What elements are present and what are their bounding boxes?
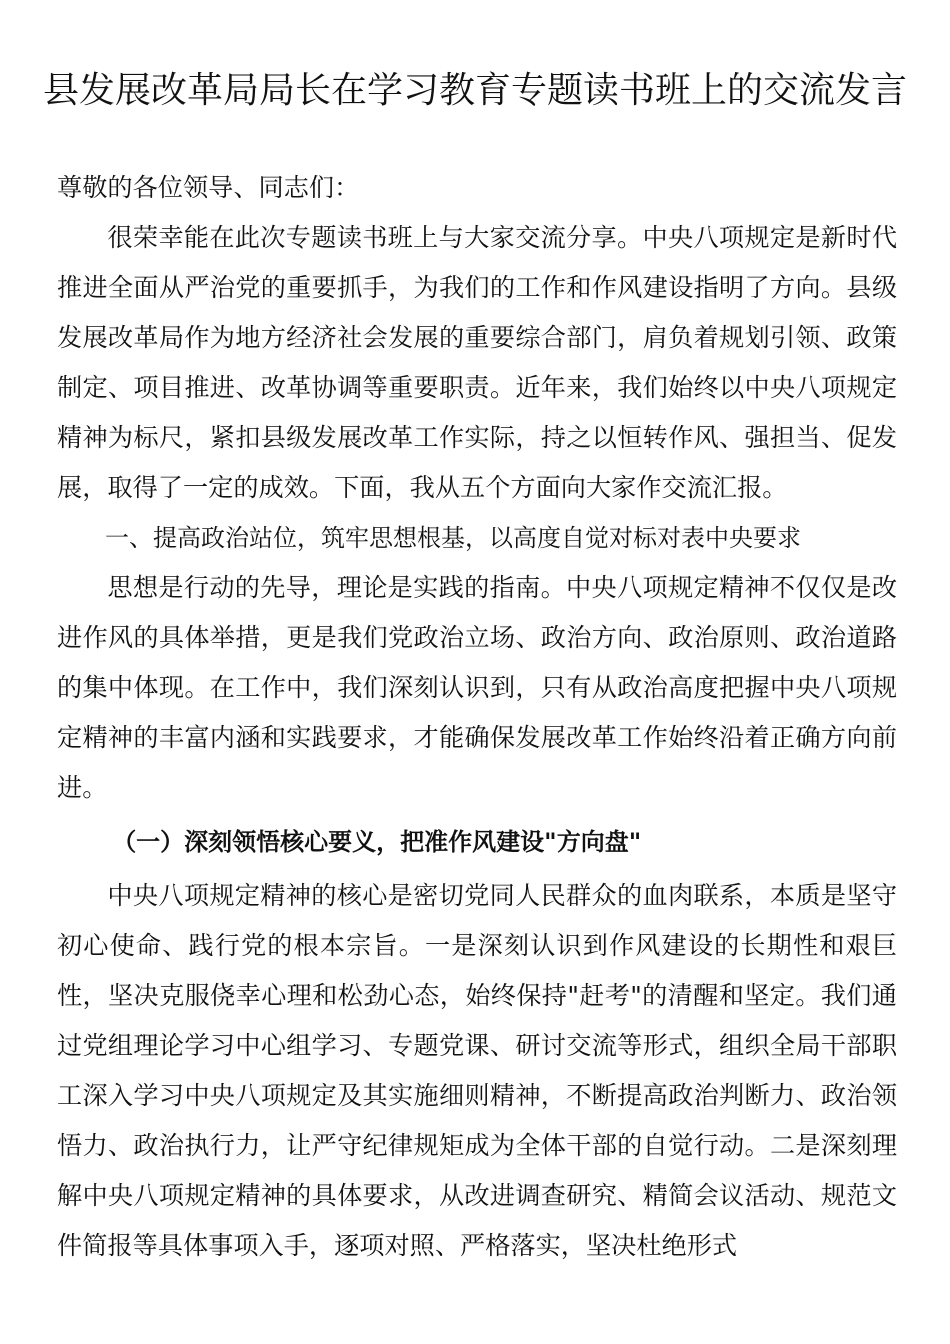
subsection-1-heading: （一）深刻领悟核心要义，把准作风建设"方向盘" (112, 828, 642, 856)
document-body (57, 163, 897, 1271)
salutation: 尊敬的各位领导、同志们： (57, 173, 360, 202)
section-1-paragraph: 思想是行动的先导，理论是实践的指南。中央八项规定精神不仅仅是改进作风的具体举措，更是我们党政治立场、政治方向、政治原则、政治道路的集中体现。在工作中，我们深刻认识到，只有从政治高度把握中央八项规定精神的丰富内涵和实践要求，才能确保发展改革工作始终沿着正确方向前进。 (57, 573, 897, 802)
subsection-1-paragraph: 中央八项规定精神的核心是密切党同人民群众的血肉联系，本质是坚守初心使命、践行党的根本宗旨。一是深刻认识到作风建设的长期性和艰巨性，坚决克服侥幸心理和松劲心态，始终保持"赶考"的清醒和坚定。我们通过党组理论学习中心组学习、专题党课、研讨交流等形式，组织全局干部职工深入学习中央八项规定及其实施细则精神，不断提高政治判断力、政治领悟力、政治执行力，让严守纪律规矩成为全体干部的自觉行动。二是深刻理解中央八项规定精神的具体要求，从改进调查研究、精简会议活动、规范文件简报等具体事项入手，逐项对照、严格落实，坚决杜绝形式 (57, 881, 897, 1260)
intro-paragraph: 很荣幸能在此次专题读书班上与大家交流分享。中央八项规定是新时代推进全面从严治党的重要抓手，为我们的工作和作风建设指明了方向。县级发展改革局作为地方经济社会发展的重要综合部门，肩负着规划引领、政策制定、项目推进、改革协调等重要职责。近年来，我们始终以中央八项规定精神为标尺，紧扣县级发展改革工作实际，持之以恒转作风、强担当、促发展，取得了一定的成效。下面，我从五个方面向大家作交流汇报。 (57, 223, 897, 502)
document-title: 县发展改革局局长在学习教育专题读书班上的交流发言 (42, 70, 907, 111)
section-1-heading: 一、提高政治站位，筑牢思想根基，以高度自觉对标对表中央要求 (105, 524, 801, 552)
